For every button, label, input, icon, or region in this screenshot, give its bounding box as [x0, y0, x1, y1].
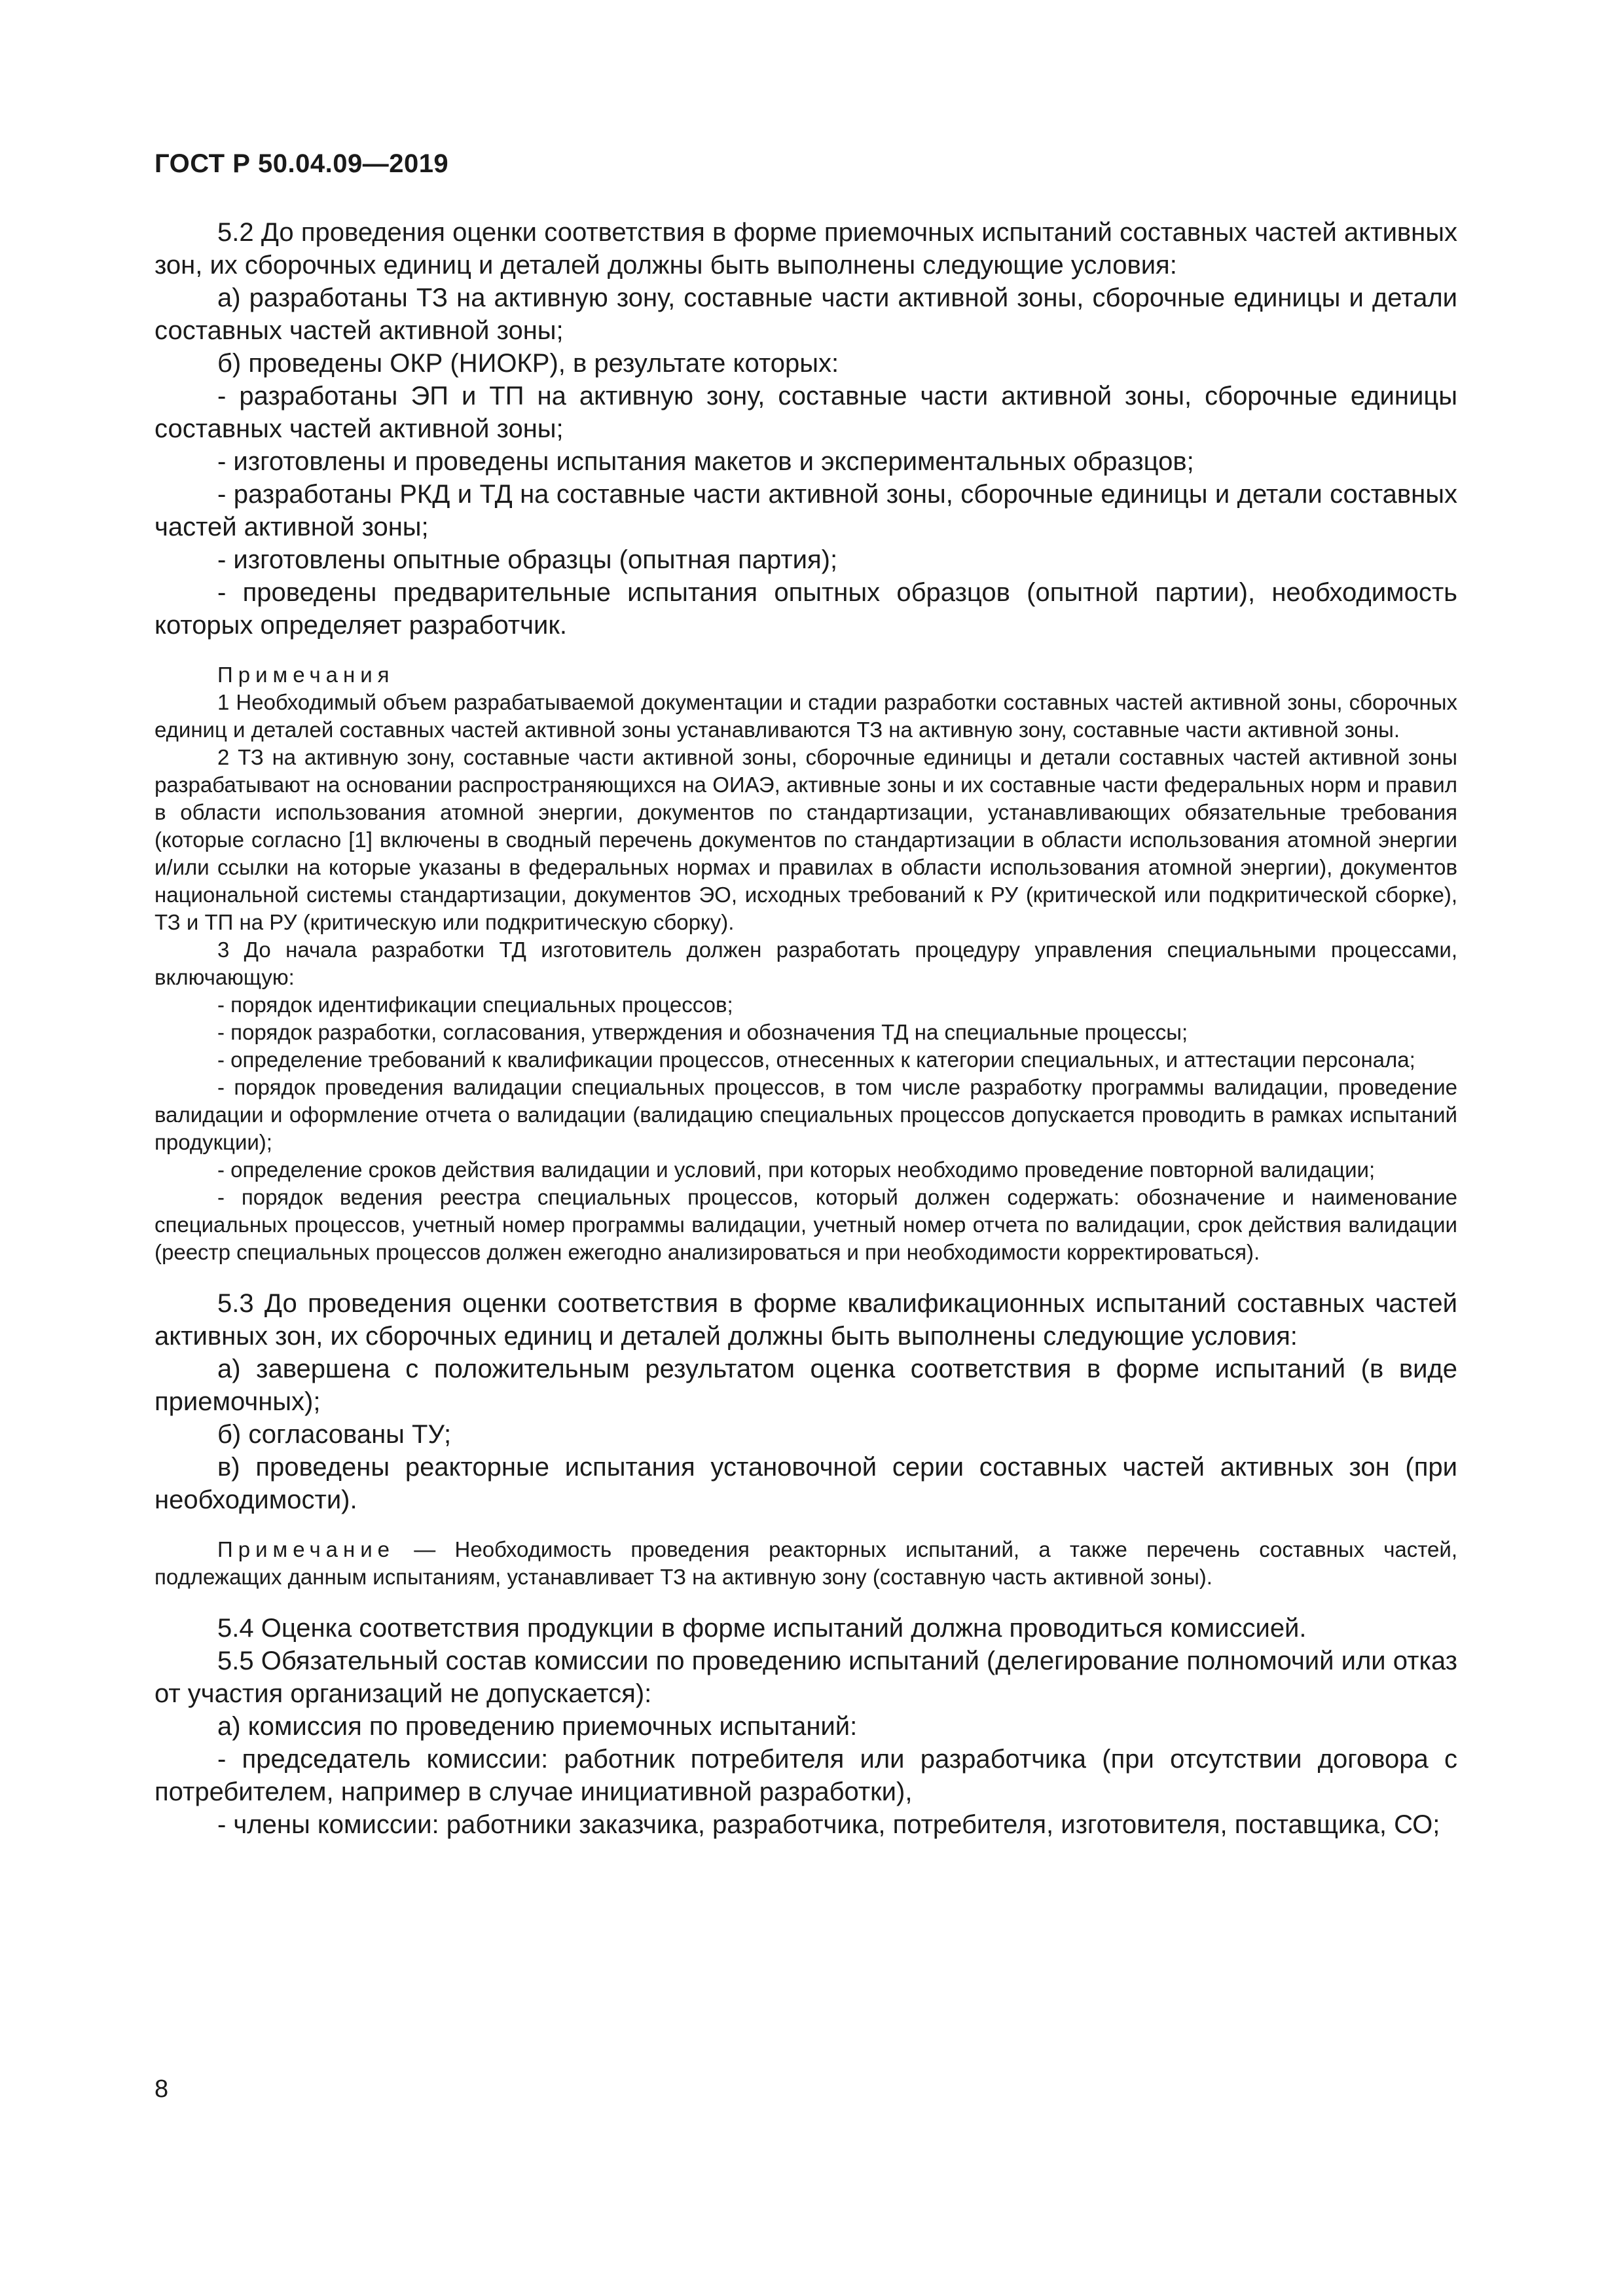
list-item: а) разработаны ТЗ на активную зону, составные части активной зоны, сборочные единицы и детали составных частей активной зоны;: [155, 283, 1457, 345]
section-5-3: [155, 1287, 1457, 1591]
note-sub-item: - порядок разработки, согласования, утверждения и обозначения ТД на специальные процессы;: [217, 1020, 1188, 1044]
note-item: 2 ТЗ на активную зону, составные части активной зоны, сборочные единицы и детали составных частей активной зоны разрабатывают на основании распространяющихся на ОИАЭ, активные зоны и их составные части федеральных норм и правил в области использования атомной энергии, документов по стандартизации, устанавливающих обязательные требования (которые согласно [1] включены в сводный перечень документов по стандартизации в области использования атомной энергии и/или ссылки на которые указаны в федеральных нормах и правилах в области использования атомной энергии), документов национальной системы стандартизации, документов ЭО, исходных требований к РУ (критической или подкритической сборке), ТЗ и ТП на РУ (критическую или подкритическую сборку).: [155, 745, 1457, 934]
notes-heading-label: Примечания: [217, 663, 395, 687]
note-sub-item: - определение сроков действия валидации и условий, при которых необходимо проведение повторной валидации;: [217, 1157, 1376, 1182]
note-text: — Необходимость проведения реакторных испытаний, а также перечень составных частей, подлежащих данным испытаниям, устанавливает ТЗ на активную зону (составную часть активной зоны).: [155, 1537, 1457, 1589]
list-item: - члены комиссии: работники заказчика, разработчика, потребителя, изготовителя, поставщика, СО;: [217, 1810, 1440, 1839]
standard-header: ГОСТ Р 50.04.09—2019: [155, 149, 449, 178]
section-5-5: [155, 1645, 1457, 1841]
list-item: - председатель комиссии: работник потребителя или разработчика (при отсутствии договора с потребителем, например в случае инициативной разработки),: [155, 1745, 1457, 1806]
list-item: в) проведены реакторные испытания установочной серии составных частей активных зон (при необходимости).: [155, 1453, 1457, 1514]
note-sub-item: - порядок проведения валидации специальных процессов, в том числе разработку программы валидации, проведение валидации и оформление отчета о валидации (валидацию специальных процессов допускается проводить в рамках испытаний продукции);: [155, 1075, 1457, 1154]
note-sub-item: - порядок идентификации специальных процессов;: [217, 993, 733, 1017]
paragraph: 5.2 До проведения оценки соответствия в форме приемочных испытаний составных частей активных зон, их сборочных единиц и деталей должны быть выполнены следующие условия:: [155, 218, 1457, 280]
page-content: [155, 216, 1457, 1841]
notes-block: [155, 661, 1457, 1266]
note-sub-item: - порядок ведения реестра специальных процессов, который должен содержать: обозначение и наименование специальных процессов, учетный номер программы валидации, учетный номер отчета по валидации, срок действия валидации (реестр специальных процессов должен ежегодно анализироваться и при необходимости корректироваться).: [155, 1185, 1457, 1264]
note-sub-item: - определение требований к квалификации процессов, отнесенных к категории специальных, и аттестации персонала;: [217, 1048, 1415, 1072]
section-5-4: [155, 1612, 1457, 1645]
list-item: - разработаны РКД и ТД на составные части активной зоны, сборочные единицы и детали составных частей активной зоны;: [155, 480, 1457, 541]
list-item: - изготовлены опытные образцы (опытная партия);: [217, 545, 838, 574]
list-item: б) проведены ОКР (НИОКР), в результате которых:: [217, 349, 839, 378]
list-item: - разработаны ЭП и ТП на активную зону, составные части активной зоны, сборочные единицы составных частей активной зоны;: [155, 382, 1457, 443]
note-item: 1 Необходимый объем разрабатываемой документации и стадии разработки составных частей активной зоны, сборочных единиц и деталей составных частей активной зоны устанавливаются ТЗ на активную зону, составные части активной зоны.: [155, 690, 1457, 742]
list-item: - изготовлены и проведены испытания макетов и экспериментальных образцов;: [217, 447, 1194, 476]
list-item: - проведены предварительные испытания опытных образцов (опытной партии), необходимость которых определяет разработчик.: [155, 578, 1457, 640]
paragraph: 5.4 Оценка соответствия продукции в форме испытаний должна проводиться комиссией.: [217, 1614, 1307, 1643]
note-item: 3 До начала разработки ТД изготовитель должен разработать процедуру управления специальными процессами, включающую:: [155, 938, 1457, 989]
note: [155, 1536, 1457, 1591]
section-5-2: [155, 216, 1457, 642]
paragraph: 5.3 До проведения оценки соответствия в форме квалификационных испытаний составных частей активных зон, их сборочных единиц и деталей должны быть выполнены следующие условия:: [155, 1289, 1457, 1351]
list-item: а) комиссия по проведению приемочных испытаний:: [217, 1712, 858, 1741]
list-item: б) согласованы ТУ;: [217, 1420, 452, 1449]
list-item: а) завершена с положительным результатом оценка соответствия в форме испытаний (в виде приемочных);: [155, 1355, 1457, 1416]
page-number: 8: [155, 2075, 169, 2103]
note-label: Примечание: [217, 1537, 395, 1561]
paragraph: 5.5 Обязательный состав комиссии по проведению испытаний (делегирование полномочий или отказ от участия организаций не допускается):: [155, 1647, 1457, 1708]
notes-heading: [155, 661, 1457, 689]
